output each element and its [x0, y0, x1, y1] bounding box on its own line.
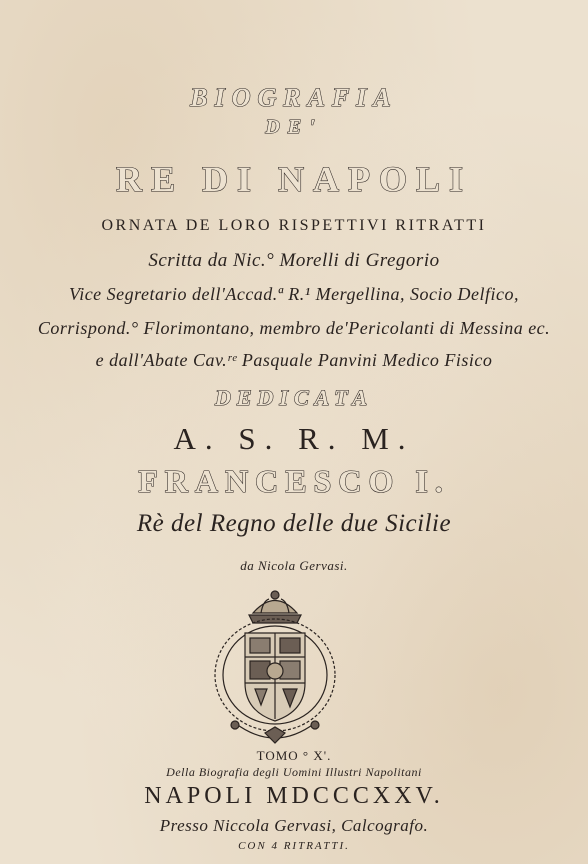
printer-line: Presso Niccola Gervasi, Calcografo. [159, 816, 429, 835]
author-line-3: Corrispond.° Florimontano, membro de'Pericolanti di Messina ec. [37, 318, 551, 338]
title-de: DE' [265, 116, 323, 138]
subtitle: ORNATA DE LORO RISPETTIVI RITRATTI [101, 217, 487, 234]
dedicatee-name: FRANCESCO I. [138, 463, 450, 499]
dedicatee-title: Rè del Regno delle due Sicilie [136, 510, 452, 537]
dedication-to: A. S. R. M. [173, 421, 415, 456]
volume-number: TOMO ° X'. [256, 748, 332, 763]
author-line-4: e dall'Abate Cav.ʳᵉ Pasquale Panvini Medico Fisico [95, 350, 493, 370]
coat-of-arms-emblem [205, 583, 345, 748]
title-biografia: BIOGRAFIA [190, 83, 398, 112]
author-line-1: Scritta da Nic.° Morelli di Gregorio [148, 250, 440, 271]
plates-note: CON 4 RITRATTI. [238, 840, 350, 852]
place-and-year: NAPOLI MDCCCXXV. [144, 783, 444, 809]
title-re-di-napoli: RE DI NAPOLI [115, 159, 473, 199]
engraver-note: da Nicola Gervasi. [240, 558, 348, 573]
dedication-label: DEDICATA [214, 385, 374, 410]
series-title: Della Biografia degli Uomini Illustri Napolitani [166, 765, 422, 779]
author-line-2: Vice Segretario dell'Accad.ª R.¹ Mergellina, Socio Delfico, [69, 284, 519, 304]
